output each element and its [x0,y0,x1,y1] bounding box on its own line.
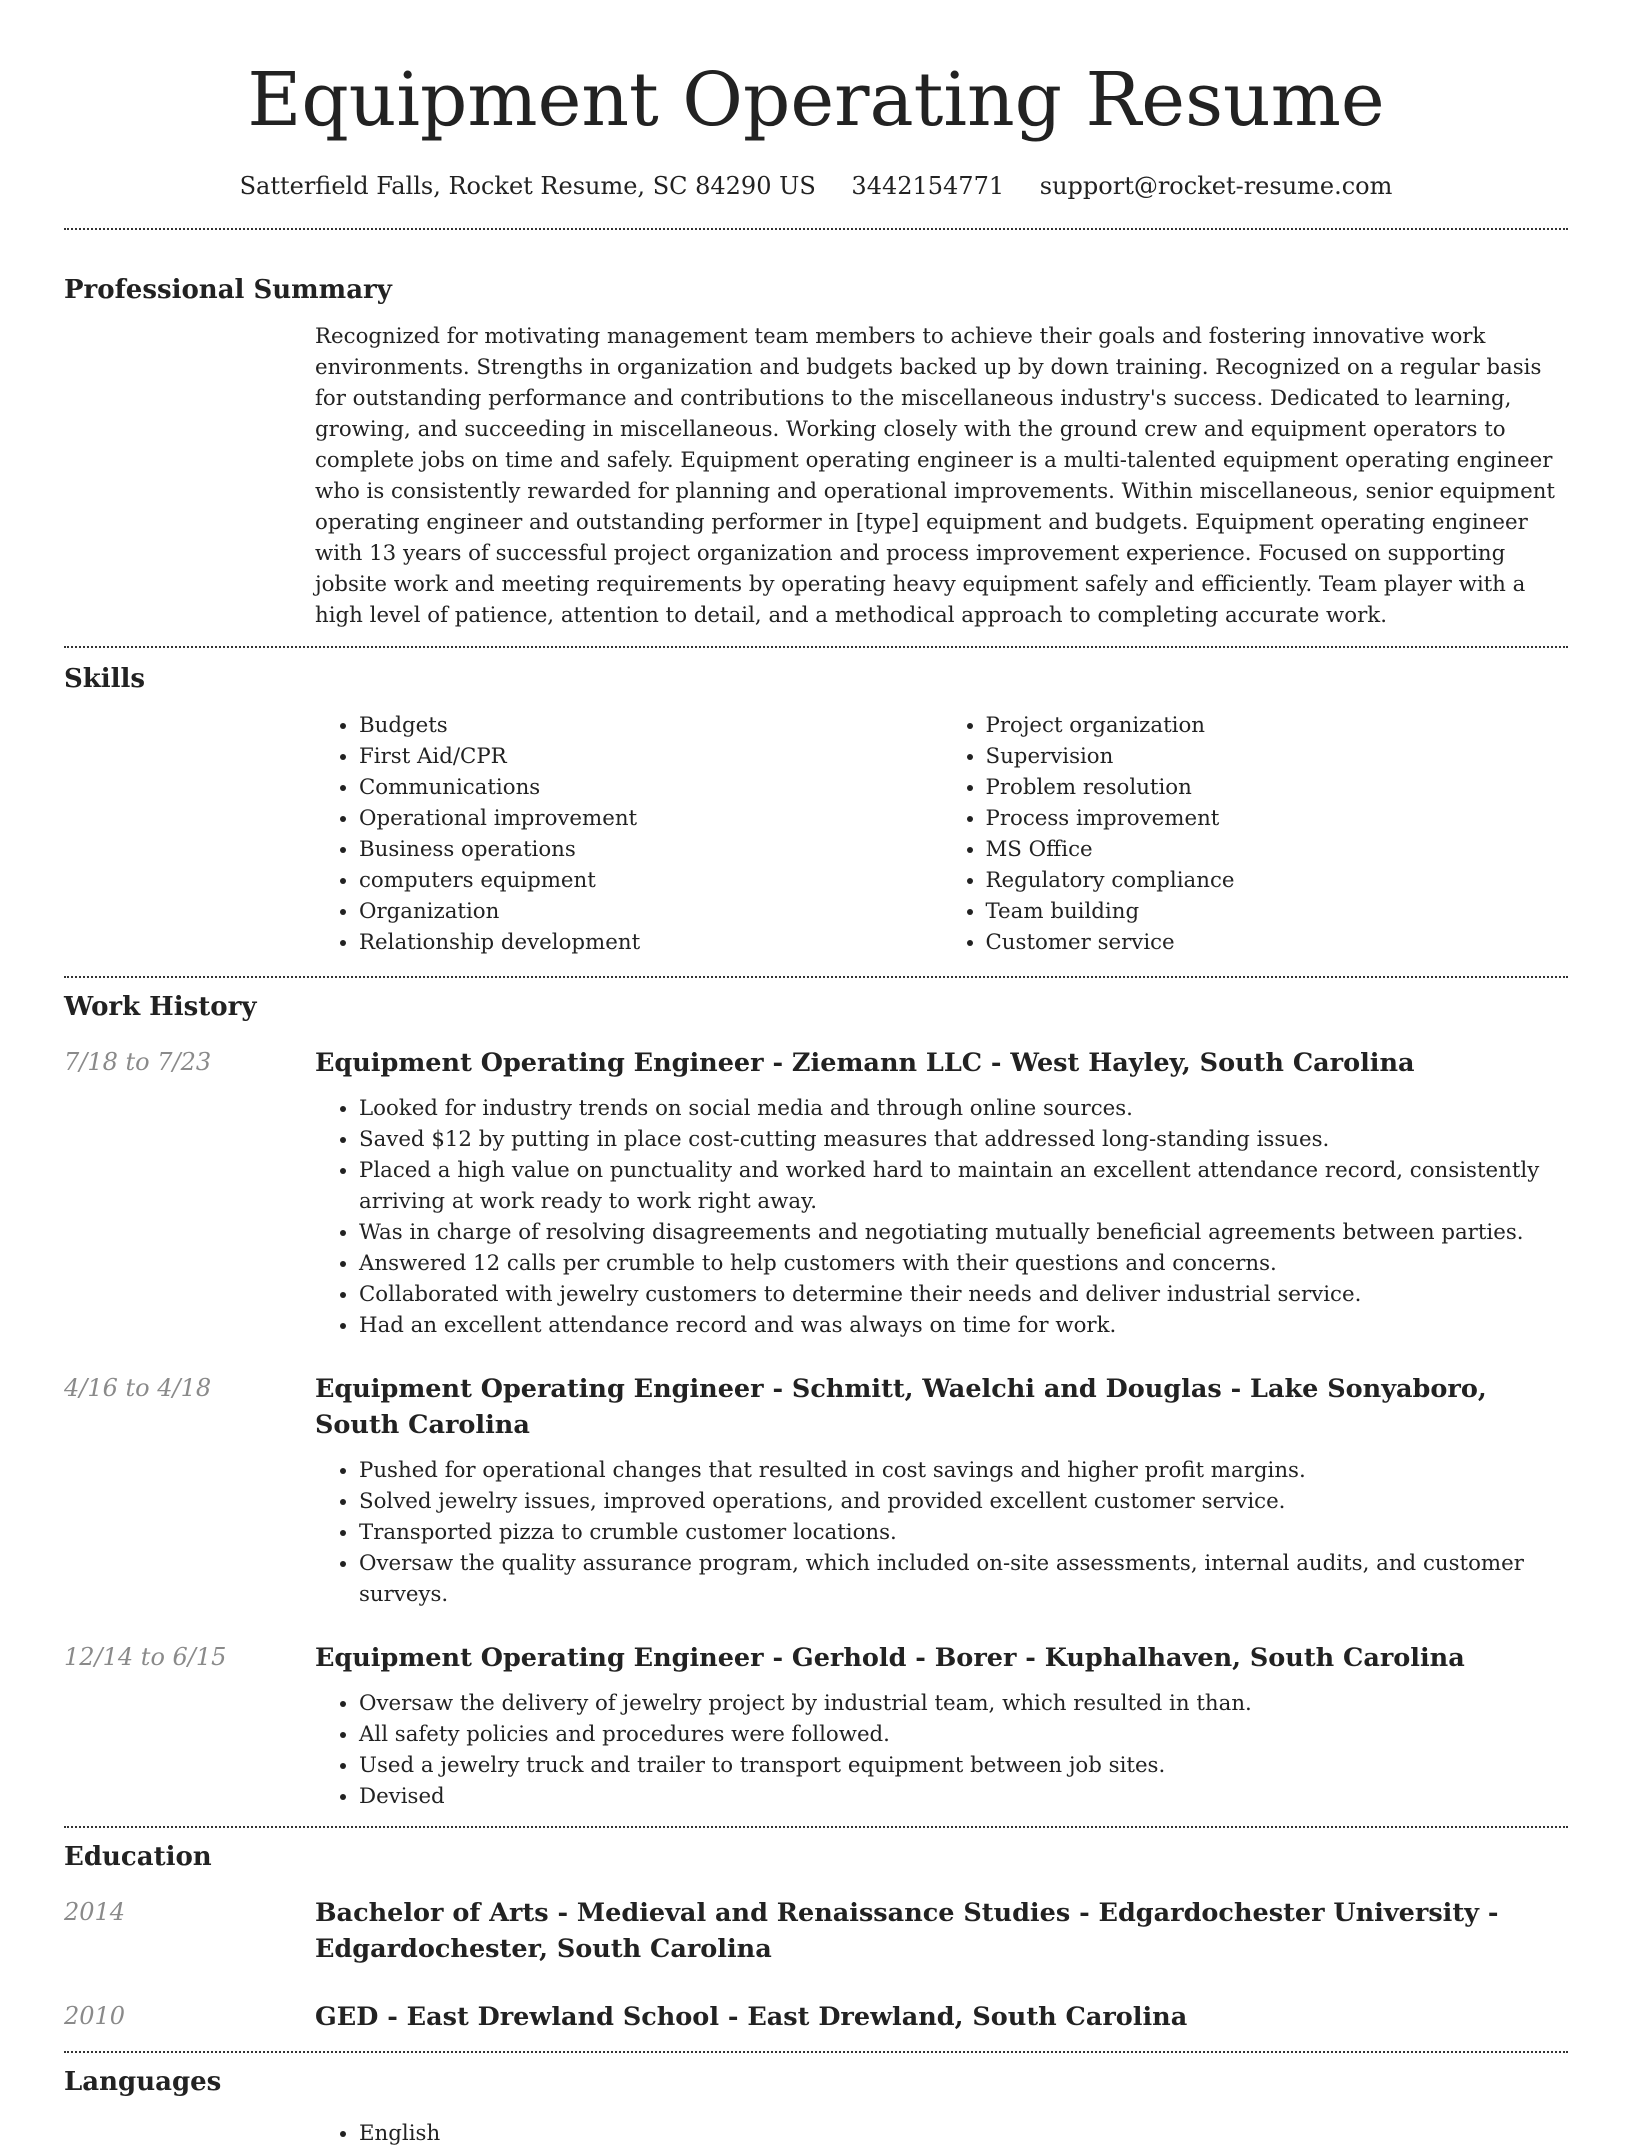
job-entry [64,1640,1568,1812]
job-bullet: • Oversaw the delivery of jewelry project by industrial team, which resulted in than. [359,1688,1568,1719]
job-header [64,1371,1568,1443]
job-bullet: • All safety policies and procedures were followed. [359,1719,1568,1750]
skill-item: • Project organization [986,710,1569,741]
summary-section [64,272,1568,631]
job-bullet: • Had an excellent attendance record and was always on time for work. [359,1310,1568,1341]
education-year: 2010 [64,2002,126,2030]
job-bullets [315,1093,1568,1341]
languages-bullets [315,2118,1568,2149]
job-bullets [315,1455,1568,1610]
summary-heading: Professional Summary [64,275,392,305]
job-header [64,1640,1568,1676]
divider [64,646,1568,648]
job-bullet: • Solved jewelry issues, improved operations, and provided excellent customer service. [359,1486,1568,1517]
work-heading: Work History [64,992,257,1022]
skills-column-left [315,710,942,958]
resume-title: Equipment Operating Resume [247,57,1385,143]
job-dates: 7/18 to 7/23 [64,1048,212,1076]
skills-section [64,661,1568,958]
divider [64,1826,1568,1828]
job-bullet: • Used a jewelry truck and trailer to transport equipment between job sites. [359,1750,1568,1781]
divider [64,228,1568,230]
languages-list [315,2118,1568,2149]
education-section [64,1839,1568,2035]
job-bullet: • Oversaw the quality assurance program, which included on-site assessments, internal audits, and customer surveys. [359,1548,1568,1610]
job-details [315,1093,1568,1341]
skill-item: • Budgets [359,710,942,741]
skill-item: • Process improvement [986,803,1569,834]
contact-email: support@rocket-resume.com [1039,172,1393,200]
job-bullet: • Answered 12 calls per crumble to help customers with their questions and concerns. [359,1248,1568,1279]
contact-line [64,168,1568,204]
summary-content [315,321,1568,631]
work-section [64,989,1568,1812]
resume-page [64,0,1568,2149]
skill-item: • MS Office [986,834,1569,865]
education-entry [64,1895,1568,1967]
skills-heading: Skills [64,664,146,694]
language-item: • English [359,2118,1568,2149]
skill-item: • Organization [359,896,942,927]
job-title: Equipment Operating Engineer - Gerhold - Borer - Kuphalhaven, South Carolina [315,1643,1465,1673]
divider [64,2051,1568,2053]
job-title: Equipment Operating Engineer - Schmitt, Waelchi and Douglas - Lake Sonyaboro, South Carolina [315,1374,1487,1440]
job-title: Equipment Operating Engineer - Ziemann LLC - West Hayley, South Carolina [315,1048,1415,1078]
job-bullet: • Pushed for operational changes that resulted in cost savings and higher profit margins. [359,1455,1568,1486]
job-details [315,1455,1568,1610]
summary-text: Recognized for motivating management team members to achieve their goals and fostering innovative work environments. Strengths in organization and budgets backed up by down training. Recognized on a regular basis for outstanding performance and contributions to the miscellaneous industry's success. Dedicated to learning, growing, and succeeding in miscellaneous. Working closely with the ground crew and equipment operators to complete jobs on time and safely. Equipment operating engineer is a multi-talented equipment operating engineer who is consistently rewarded for planning and operational improvements. Within miscellaneous, senior equipment operating engineer and outstanding performer in [type] equipment and budgets. Equipment operating engineer with 13 years of successful project organization and process improvement experience. Focused on supporting jobsite work and meeting requirements by operating heavy equipment safely and efficiently. Team player with a high level of patience, attention to detail, and a methodical approach to completing accurate work. [315,324,1555,628]
skill-item: • Business operations [359,834,942,865]
skill-item: • Customer service [986,927,1569,958]
education-heading: Education [64,1842,212,1872]
job-header [64,1045,1568,1081]
job-bullets [315,1688,1568,1812]
skill-item: • computers equipment [359,865,942,896]
job-bullet: • Was in charge of resolving disagreements and negotiating mutually beneficial agreements between parties. [359,1217,1568,1248]
languages-section [64,2064,1568,2149]
skills-list [315,710,1568,958]
education-year: 2014 [64,1898,126,1926]
job-bullet: • Transported pizza to crumble customer locations. [359,1517,1568,1548]
job-entry [64,1371,1568,1610]
skill-item: • Regulatory compliance [986,865,1569,896]
job-bullet: • Saved $12 by putting in place cost-cutting measures that addressed long-standing issues. [359,1124,1568,1155]
skill-item: • Team building [986,896,1569,927]
education-degree: Bachelor of Arts - Medieval and Renaissance Studies - Edgardochester University - Edgardochester, South Carolina [315,1898,1499,1964]
skill-item: • Supervision [986,741,1569,772]
job-dates: 12/14 to 6/15 [64,1643,227,1671]
job-details [315,1688,1568,1812]
skill-item: • Communications [359,772,942,803]
job-bullet: • Looked for industry trends on social media and through online sources. [359,1093,1568,1124]
job-bullet: • Devised [359,1781,1568,1812]
contact-phone: 3442154771 [851,172,1005,200]
skill-item: • Relationship development [359,927,942,958]
skill-item: • Problem resolution [986,772,1569,803]
contact-address: Satterfield Falls, Rocket Resume, SC 84290 US [239,172,816,200]
skills-column-right [942,710,1569,958]
education-entry [64,1999,1568,2035]
job-bullet: • Placed a high value on punctuality and worked hard to maintain an excellent attendance record, consistently arriving at work ready to work right away. [359,1155,1568,1217]
job-dates: 4/16 to 4/18 [64,1374,212,1402]
languages-heading: Languages [64,2067,222,2097]
skill-item: • First Aid/CPR [359,741,942,772]
education-degree: GED - East Drewland School - East Drewland, South Carolina [315,2002,1188,2032]
divider [64,976,1568,978]
job-entry [64,1045,1568,1341]
skill-item: • Operational improvement [359,803,942,834]
job-bullet: • Collaborated with jewelry customers to determine their needs and deliver industrial service. [359,1279,1568,1310]
